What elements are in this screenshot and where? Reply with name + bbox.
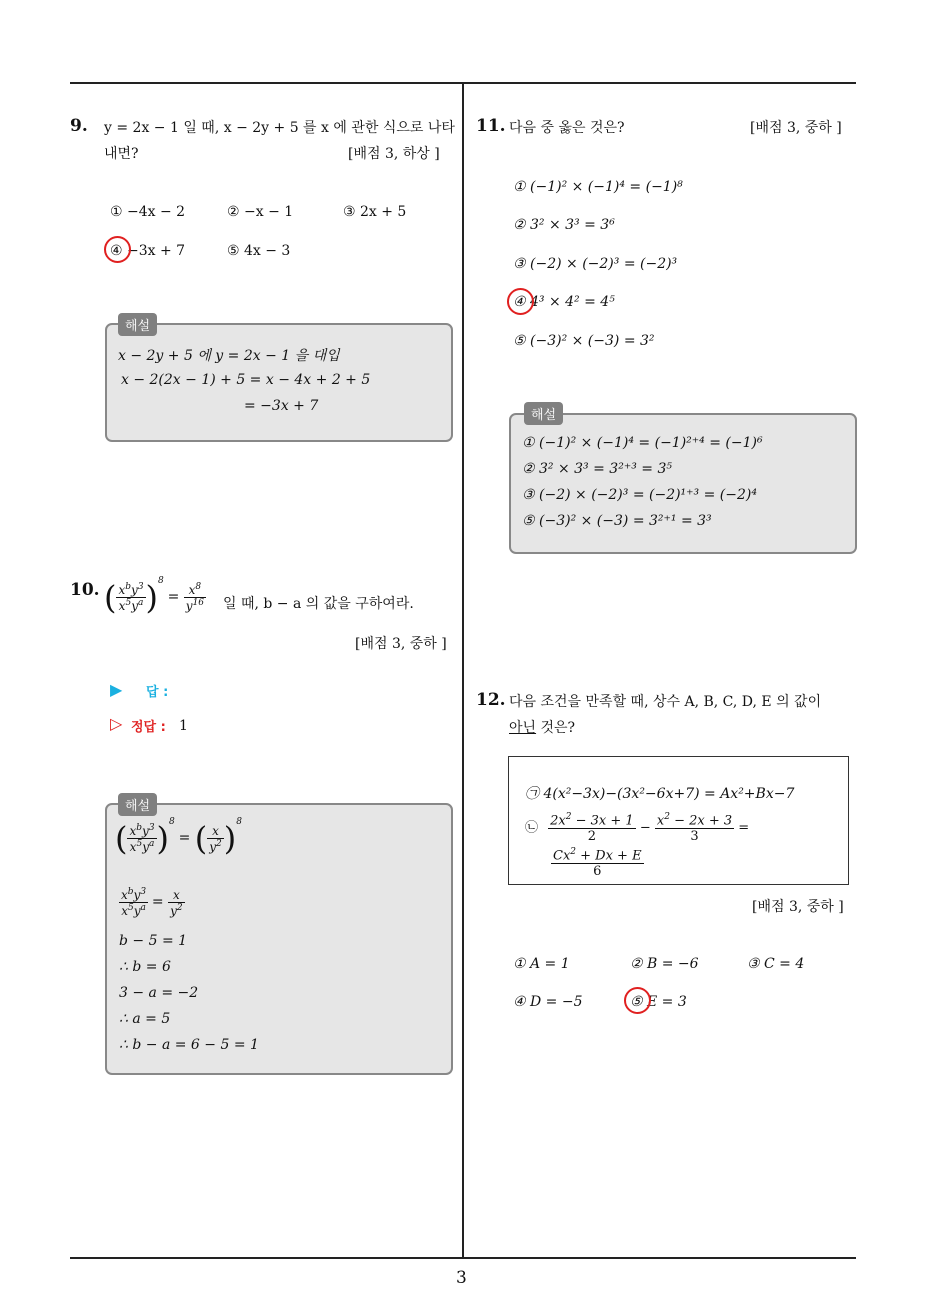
page-number: 3 bbox=[456, 1268, 467, 1288]
q12-choice-1[interactable]: ① A = 1 bbox=[513, 956, 570, 972]
q12-condition-2: ㉡ $\frac{2x^2 - 3x + 1}{2}$ − $\frac{x^2 - 2x + 3}{3}$ = bbox=[525, 812, 750, 845]
q9-sol-line1: x − 2y + 5 에 y = 2x − 1 을 대입 bbox=[118, 348, 340, 364]
q11-choice-3[interactable]: ③ (−2) × (−2)³ = (−2)³ bbox=[513, 256, 678, 272]
q10-sol-eq2: $\frac{x^by^3}{x^5y^a}$ = $\frac{x}{y^2}$ bbox=[121, 887, 183, 918]
q11-sol-line4: ⑤ (−3)² × (−3) = 3²⁺¹ = 3³ bbox=[522, 513, 712, 529]
q9-score: [배점 3, 하상 ] bbox=[348, 146, 440, 162]
q11-question: 다음 중 옳은 것은? bbox=[509, 120, 625, 136]
q9-solution-box bbox=[105, 323, 453, 442]
q9-choice-5[interactable]: ⑤ 4x − 3 bbox=[227, 243, 291, 259]
q9-line1: y = 2x − 1 일 때, x − 2y + 5 를 x 에 관한 식으로 나타 bbox=[104, 120, 455, 136]
q10-tail: 일 때, b − a 의 값을 구하여라. bbox=[223, 596, 414, 612]
q12-choice-4[interactable]: ④ D = −5 bbox=[513, 994, 583, 1010]
q10-sol-line4: ∴ a = 5 bbox=[119, 1011, 171, 1027]
q10-solution-box bbox=[105, 803, 453, 1075]
q10-answer-arrow: ▶ bbox=[110, 680, 123, 699]
q12-line1: 다음 조건을 만족할 때, 상수 A, B, C, D, E 의 값이 bbox=[509, 694, 822, 710]
q10-correct-value: 1 bbox=[179, 718, 188, 734]
q9-number: 9. bbox=[70, 116, 88, 136]
q10-solution-tag: 해설 bbox=[118, 793, 157, 816]
q12-correct-circle bbox=[624, 987, 651, 1014]
q12-condition-2-rhs: $\frac{Cx^2 + Dx + E}{6}$ bbox=[553, 847, 642, 880]
q10-sol-line5: ∴ b − a = 6 − 5 = 1 bbox=[119, 1037, 259, 1053]
q10-sol-line3: 3 − a = −2 bbox=[119, 985, 199, 1001]
q9-sol-line2: x − 2(2x − 1) + 5 = x − 4x + 2 + 5 bbox=[121, 372, 371, 388]
q11-score: [배점 3, 중하 ] bbox=[750, 120, 842, 136]
q9-line2: 내면? bbox=[104, 146, 139, 162]
q10-number: 10. bbox=[70, 580, 100, 600]
q12-condition-2-mark: ㉡ bbox=[525, 820, 539, 836]
q10-equation: ( $\frac{x^by^3}{x^5y^a}$ )$^8$ = $\frac{x^8}{y^{16}}$ bbox=[104, 576, 205, 617]
q12-score: [배점 3, 중하 ] bbox=[752, 899, 844, 915]
q9-choice-3[interactable]: ③ 2x + 5 bbox=[343, 204, 407, 220]
column-divider bbox=[462, 82, 464, 1258]
q11-solution-tag: 해설 bbox=[524, 402, 563, 425]
q12-line2-rest: 것은? bbox=[536, 720, 576, 736]
q9-choice-2[interactable]: ② −x − 1 bbox=[227, 204, 294, 220]
q11-sol-line3: ③ (−2) × (−2)³ = (−2)¹⁺³ = (−2)⁴ bbox=[522, 487, 757, 503]
q11-solution-box bbox=[509, 413, 857, 554]
q11-choice-5[interactable]: ⑤ (−3)² × (−3) = 3² bbox=[513, 333, 655, 349]
q9-choice-1[interactable]: ① −4x − 2 bbox=[110, 204, 186, 220]
q10-answer-label: 답 : bbox=[146, 685, 169, 700]
q9-solution-tag: 해설 bbox=[118, 313, 157, 336]
q10-sol-line2: ∴ b = 6 bbox=[119, 959, 171, 975]
q11-sol-line1: ① (−1)² × (−1)⁴ = (−1)²⁺⁴ = (−1)⁶ bbox=[522, 435, 763, 451]
q12-line2 bbox=[509, 718, 575, 738]
q9-sol-line3: = −3x + 7 bbox=[244, 398, 319, 414]
q11-sol-line2: ② 3² × 3³ = 3²⁺³ = 3⁵ bbox=[522, 461, 672, 477]
q12-choice-3[interactable]: ③ C = 4 bbox=[747, 956, 805, 972]
q10-correct-label: 정답 : bbox=[131, 720, 166, 735]
q12-choice-5[interactable]: ⑤ E = 3 bbox=[630, 994, 687, 1010]
q11-choice-4[interactable]: ④ 4³ × 4² = 4⁵ bbox=[513, 294, 615, 310]
q10-sol-eq1: ( $\frac{x^by^3}{x^5y^a}$ )$^8$ = ( $\frac{x}{y^2}$ )$^8$ bbox=[115, 817, 242, 858]
q12-condition-box bbox=[508, 756, 849, 885]
q10-sol-line1: b − 5 = 1 bbox=[119, 933, 188, 949]
q12-underlined-word: 아닌 bbox=[509, 720, 537, 736]
q10-correct-arrow: ▷ bbox=[110, 714, 123, 733]
q11-correct-circle bbox=[507, 288, 534, 315]
q11-choice-2[interactable]: ② 3² × 3³ = 3⁶ bbox=[513, 217, 615, 233]
q11-choice-1[interactable]: ① (−1)² × (−1)⁴ = (−1)⁸ bbox=[513, 179, 683, 195]
q11-number: 11. bbox=[476, 116, 506, 136]
q10-score: [배점 3, 중하 ] bbox=[355, 636, 447, 652]
q12-choice-2[interactable]: ② B = −6 bbox=[630, 956, 699, 972]
q12-number: 12. bbox=[476, 690, 506, 710]
q12-condition-1: ㉠ 4(x²−3x)−(3x²−6x+7) = Ax²+Bx−7 bbox=[525, 786, 795, 802]
q9-choice-4[interactable]: ④ −3x + 7 bbox=[110, 243, 186, 259]
q9-correct-circle bbox=[104, 236, 131, 263]
